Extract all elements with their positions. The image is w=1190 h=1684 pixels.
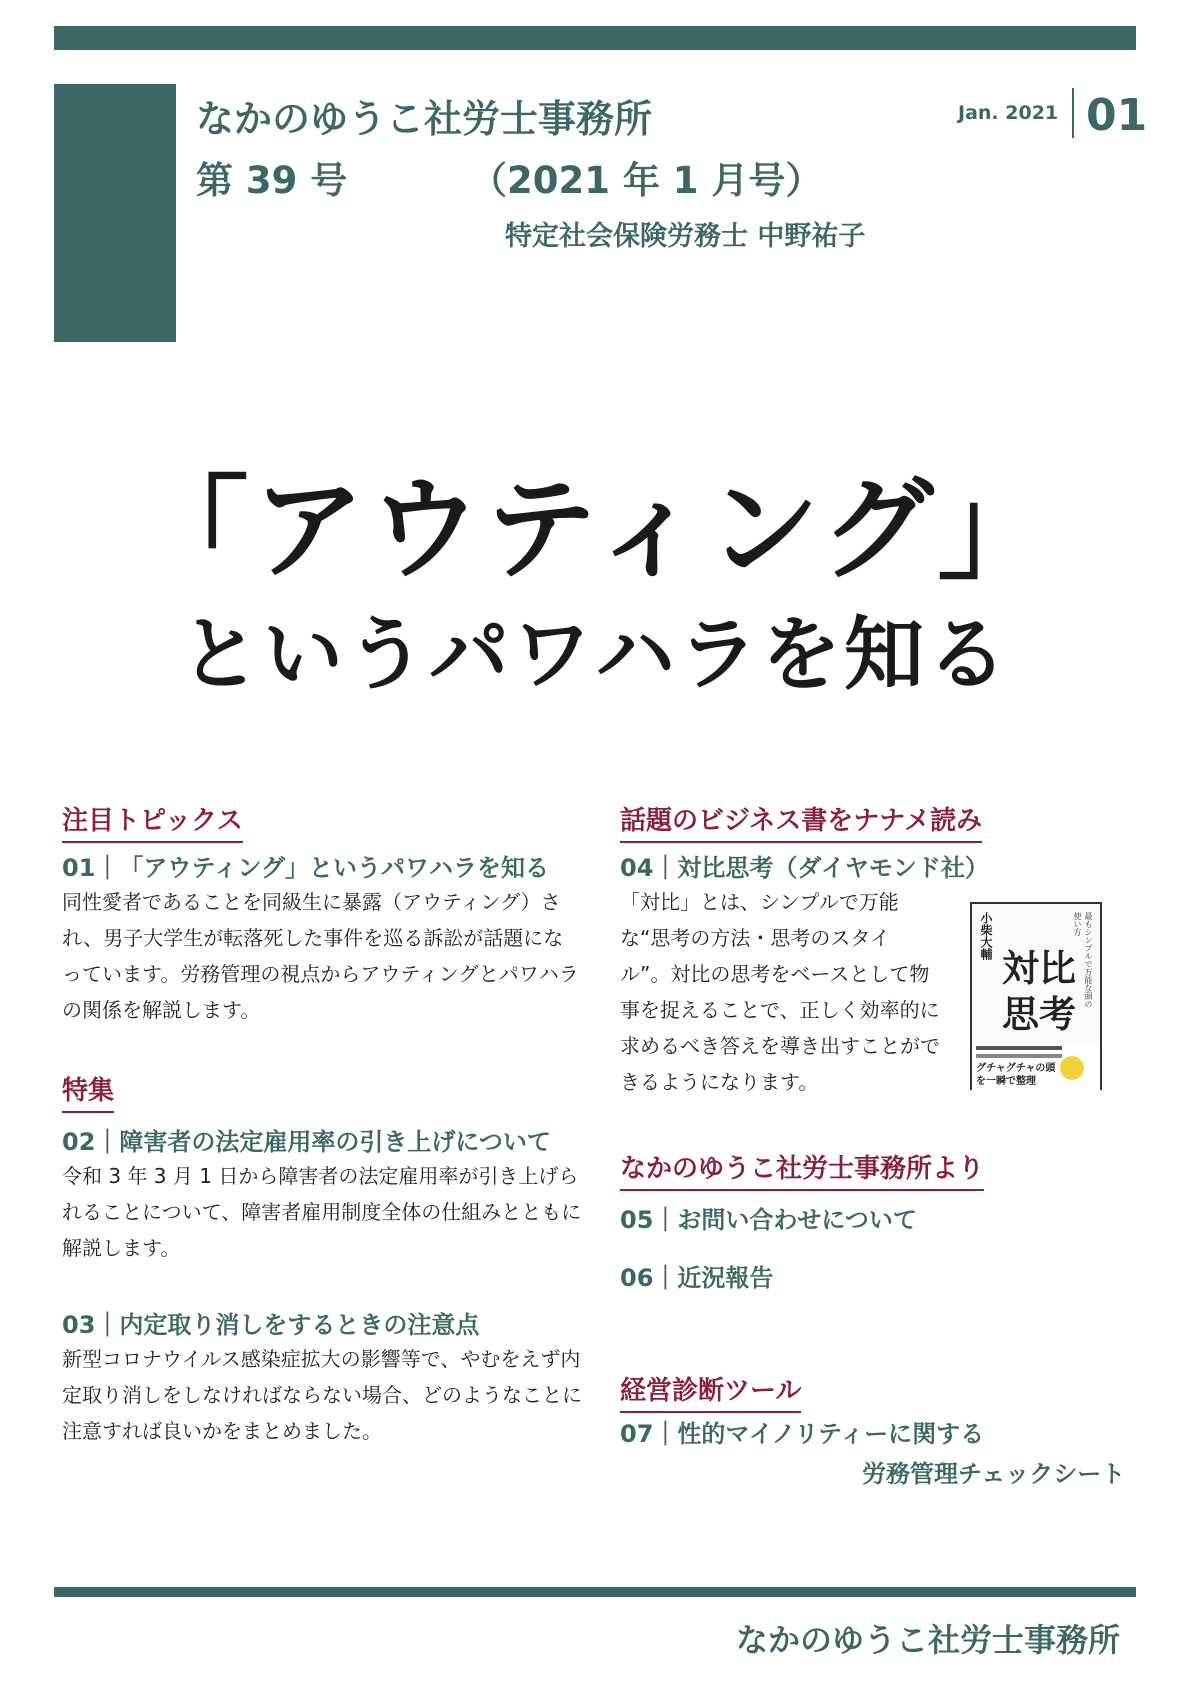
section-heading-office: なかのゆうこ社労士事務所より bbox=[620, 1148, 984, 1191]
book-cover-rule bbox=[976, 1054, 1062, 1058]
main-title-line1: 「アウティング」 bbox=[136, 465, 1054, 595]
issue-month: Jan. 2021 bbox=[958, 102, 1059, 124]
issue-number: 第 39 号 bbox=[196, 159, 348, 202]
article-title-04: 04｜対比思考（ダイヤモンド社） bbox=[620, 854, 989, 882]
book-cover-author: 小柴大輔 bbox=[979, 912, 993, 960]
top-accent-bar bbox=[54, 26, 1136, 50]
article-title-06: 06｜近況報告 bbox=[620, 1264, 774, 1292]
footer-office-name: なかのゆうこ社労士事務所 bbox=[736, 1621, 1121, 1659]
section-heading-topics: 注目トピックス bbox=[62, 800, 243, 843]
header-accent-block bbox=[54, 84, 176, 342]
section-heading-feature: 特集 bbox=[62, 1070, 114, 1113]
book-cover-rule bbox=[976, 1046, 1062, 1050]
article-body-03: 新型コロナウイルス感染症拡大の影響等で、やむをえず内定取り消しをしなければならない場合、どのようなことに注意すれば良いかをまとめました。 bbox=[62, 1347, 582, 1443]
main-title-line2: というパワハラを知る bbox=[180, 608, 1010, 701]
section-heading-tool: 経営診断ツール bbox=[620, 1370, 801, 1413]
section-heading-book: 話題のビジネス書をナナメ読み bbox=[620, 800, 982, 843]
issue-date: （2021 年 1 月号） bbox=[470, 159, 823, 202]
book-cover-band bbox=[972, 1042, 1100, 1090]
article-title-03: 03｜内定取り消しをするときの注意点 bbox=[62, 1311, 480, 1339]
book-cover-band-text: グチャグチャの頭を一瞬で整理 bbox=[976, 1063, 1056, 1087]
article-title-07-line2: 労務管理チェックシート bbox=[862, 1460, 1126, 1488]
article-title-02: 02｜障害者の法定雇用率の引き上げについて bbox=[62, 1128, 551, 1156]
article-title-07: 07｜性的マイノリティーに関する bbox=[620, 1420, 985, 1448]
bottom-accent-bar bbox=[54, 1587, 1136, 1597]
article-body-02: 令和 3 年 3 月 1 日から障害者の法定雇用率が引き上げられることについて、障害者雇用制度全体の仕組みとともに解説します。 bbox=[62, 1164, 582, 1260]
article-title-01: 01｜「アウティング」というパワハラを知る bbox=[62, 854, 549, 882]
article-body-04: 「対比」とは、シンプルで万能な“思考の方法・思考のスタイル”。対比の思考をベースとして物事を捉えることで、正しく効率的に求めるべき答えを導き出すことができるようになります。 bbox=[620, 890, 940, 1094]
book-cover-subtitle: 最もシンプルで万能な頭の使い方 bbox=[1073, 912, 1093, 1008]
article-body-01: 同性愛者であることを同級生に暴露（アウティング）され、男子大学生が転落死した事件を巡る訴訟が話題になっています。労務管理の視点からアウティングとパワハラの関係を解説します。 bbox=[62, 890, 579, 1022]
article-title-05: 05｜お問い合わせについて bbox=[620, 1206, 917, 1234]
book-cover-image bbox=[970, 902, 1102, 1090]
header-divider bbox=[1072, 88, 1074, 138]
volume-number: 01 bbox=[1086, 90, 1148, 141]
book-cover-badge bbox=[1060, 1056, 1084, 1080]
header-office-name: なかのゆうこ社労士事務所 bbox=[196, 97, 653, 141]
author-name: 特定社会保険労務士 中野祐子 bbox=[505, 221, 866, 252]
book-cover-title: 対比思考 bbox=[1002, 947, 1076, 1036]
